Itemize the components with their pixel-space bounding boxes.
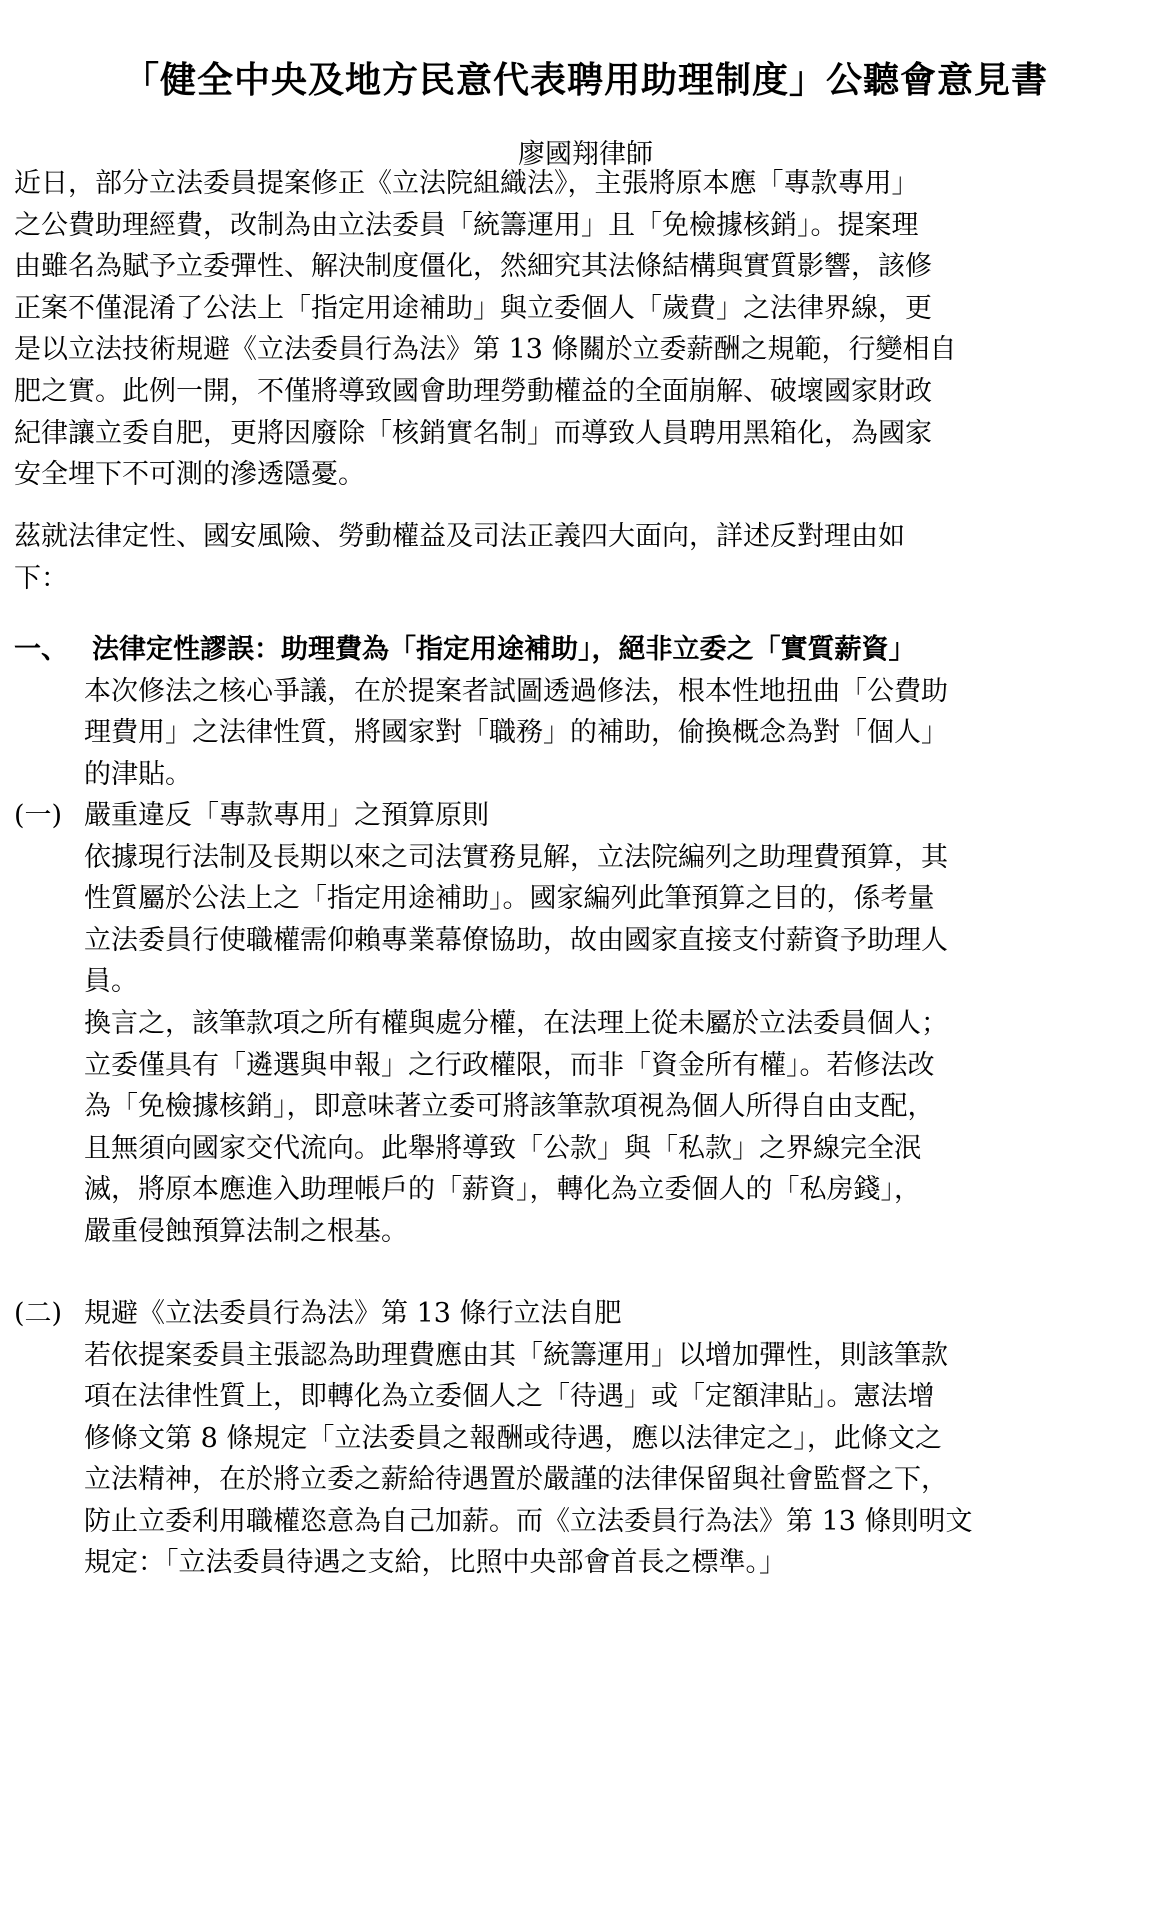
intro-line: 是以立法技術規避《立法委員行為法》第 13 條關於立委薪酬之規範，行變相自 [14, 334, 957, 365]
sub2-line: 防止立委利用職權恣意為自己加薪。而《立法委員行為法》第 13 條則明文 [84, 1506, 973, 1537]
sub2-line: 規定：「立法委員待遇之支給，比照中央部會首長之標準。」 [84, 1547, 786, 1578]
summary-line: 茲就法律定性、國安風險、勞動權益及司法正義四大面向，詳述反對理由如 [14, 521, 905, 552]
summary-line: 下： [14, 563, 68, 594]
section1-line: 本次修法之核心爭議，在於提案者試圖透過修法，根本性地扭曲「公費助 [84, 676, 948, 707]
document-author: 廖國翔律師 [518, 139, 653, 170]
section1-marker: 一、 [14, 634, 68, 665]
sub1-para1-line: 員。 [84, 966, 138, 997]
sub2-heading: 規避《立法委員行為法》第 13 條行立法自肥 [84, 1298, 622, 1329]
intro-line: 安全埋下不可測的滲透隱憂。 [14, 459, 365, 490]
intro-line: 紀律讓立委自肥，更將因廢除「核銷實名制」而導致人員聘用黑箱化，為國家 [14, 418, 932, 449]
sub1-para2-line: 立委僅具有「遴選與申報」之行政權限，而非「資金所有權」。若修法改 [84, 1050, 935, 1081]
section1-line: 的津貼。 [84, 759, 192, 790]
sub1-para1-line: 立法委員行使職權需仰賴專業幕僚協助，故由國家直接支付薪資予助理人 [84, 925, 948, 956]
sub2-marker: (二) [14, 1298, 63, 1329]
sub1-para1-line: 性質屬於公法上之「指定用途補助」。國家編列此筆預算之目的，係考量 [84, 883, 935, 914]
intro-line: 近日，部分立法委員提案修正《立法院組織法》，主張將原本應「專款專用」 [14, 168, 919, 199]
sub1-marker: (一) [14, 800, 63, 831]
sub1-para2-line: 嚴重侵蝕預算法制之根基。 [84, 1216, 408, 1247]
sub2-line: 修條文第 8 條規定「立法委員之報酬或待遇，應以法律定之」，此條文之 [84, 1423, 942, 1454]
intro-line: 之公費助理經費，改制為由立法委員「統籌運用」且「免檢據核銷」。提案理 [14, 210, 919, 241]
sub1-para2-line: 滅，將原本應進入助理帳戶的「薪資」，轉化為立委個人的「私房錢」， [84, 1174, 921, 1205]
sub1-para1-line: 依據現行法制及長期以來之司法實務見解，立法院編列之助理費預算，其 [84, 842, 948, 873]
sub1-heading: 嚴重違反「專款專用」之預算原則 [84, 800, 489, 831]
sub2-line: 項在法律性質上，即轉化為立委個人之「待遇」或「定額津貼」。憲法增 [84, 1381, 935, 1412]
sub2-line: 立法精神，在於將立委之薪給待遇置於嚴謹的法律保留與社會監督之下， [84, 1464, 948, 1495]
sub1-para2-line: 換言之，該筆款項之所有權與處分權，在法理上從未屬於立法委員個人； [84, 1008, 948, 1039]
document-title: 「健全中央及地方民意代表聘用助理制度」公聽會意見書 [122, 59, 1048, 101]
intro-line: 由雖名為賦予立委彈性、解決制度僵化，然細究其法條結構與實質影響，該修 [14, 251, 932, 282]
intro-line: 肥之實。此例一開，不僅將導致國會助理勞動權益的全面崩解、破壞國家財政 [14, 376, 932, 407]
sub1-para2-line: 為「免檢據核銷」，即意味著立委可將該筆款項視為個人所得自由支配， [84, 1091, 935, 1122]
sub2-line: 若依提案委員主張認為助理費應由其「統籌運用」以增加彈性，則該筆款 [84, 1340, 948, 1371]
section1-heading: 法律定性謬誤：助理費為「指定用途補助」，絕非立委之「實質薪資」 [92, 634, 916, 665]
intro-line: 正案不僅混淆了公法上「指定用途補助」與立委個人「歲費」之法律界線，更 [14, 293, 932, 324]
section1-line: 理費用」之法律性質，將國家對「職務」的補助，偷換概念為對「個人」 [84, 717, 948, 748]
sub1-para2-line: 且無須向國家交代流向。此舉將導致「公款」與「私款」之界線完全泯 [84, 1133, 921, 1164]
